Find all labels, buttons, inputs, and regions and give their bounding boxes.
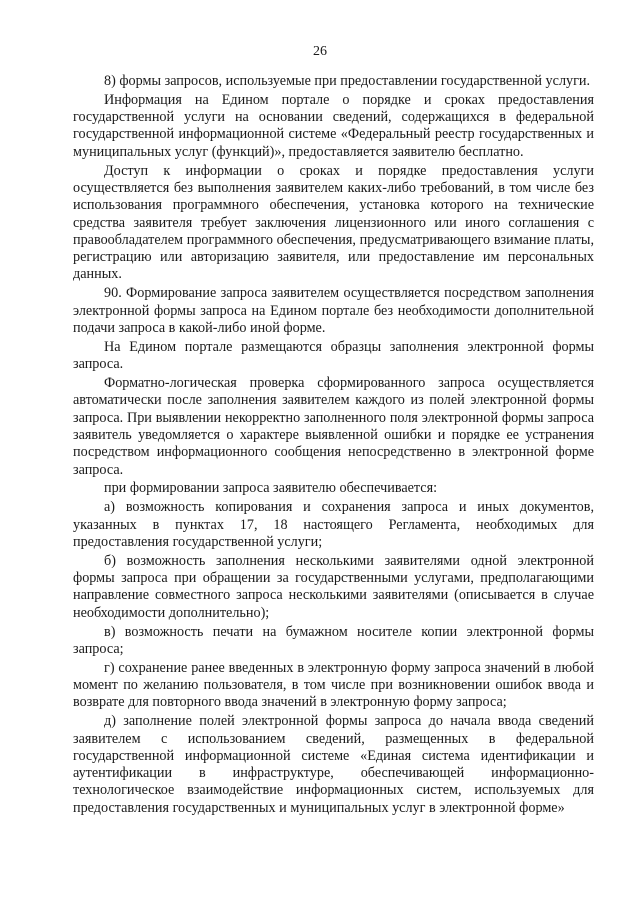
document-body — [73, 73, 594, 819]
paragraph-item-a: а) возможность копирования и сохранения запроса и иных документов, указанных в пунктах 17, 18 настоящего Регламента, необходимых для предоставления государственной услуги; — [73, 499, 594, 550]
paragraph-format-check: Форматно-логическая проверка сформированного запроса осуществляется автоматически после заполнения заявителем каждого из полей электронной формы запроса. При выявлении некорректно заполненного поля электронной формы запроса заявитель уведомляется о характере выявленной ошибки и порядке ее устранения посредством информационного сообщения непосредственно в электронной форме запроса. — [73, 375, 594, 478]
paragraph-provisions-intro: при формировании запроса заявителю обеспечивается: — [104, 480, 438, 497]
paragraph-access-info: Доступ к информации о сроках и порядке предоставления услуги осуществляется без выполнения заявителем каких-либо требований, в том числе без использования программного обеспечения, установка которого на технические средства заявителя требует заключения лицензионного или иного соглашения с правообладателем программного обеспечения, предусматривающего взимание платы, регистрацию или авторизацию заявителя, или предоставление им персональных данных. — [73, 162, 594, 283]
paragraph-item-g: г) сохранение ранее введенных в электронную форму запроса значений в любой момент по желанию пользователя, в том числе при возникновении ошибок ввода и возврате для повторного ввода значений в электронную форму запроса; — [73, 659, 594, 711]
paragraph-item-v: в) возможность печати на бумажном носителе копии электронной формы запроса; — [73, 623, 594, 657]
paragraph-portal-info: Информация на Едином портале о порядке и сроках предоставления государственной услуги на основании сведений, содержащихся в федеральной государственной информационной системе «Федеральный реестр государственных и муниципальных услуг (функций)», предоставляется заявителю бесплатно. — [73, 91, 594, 160]
paragraph-clause-90: 90. Формирование запроса заявителем осуществляется посредством заполнения электронной формы запроса на Едином портале без необходимости дополнительной подачи запроса в какой-либо иной форме. — [73, 285, 594, 336]
paragraph-forms-list-item: 8) формы запросов, используемые при предоставлении государственной услуги. — [104, 73, 591, 89]
paragraph-item-d: д) заполнение полей электронной формы запроса до начала ввода сведений заявителем с использованием сведений, размещенных в федеральной государственной информационной системе «Единая система идентификации и аутентификации в инфраструктуре, обеспечивающей информационно-технологическое взаимодействие информационных систем, используемых для предоставления государственных и муниципальных услуг в электронной форме» — [73, 713, 594, 816]
page-number: 26 — [313, 44, 327, 59]
paragraph-samples: На Едином портале размещаются образцы заполнения электронной формы запроса. — [73, 338, 594, 373]
paragraph-item-b: б) возможность заполнения несколькими заявителями одной электронной формы запроса при обращении за государственными услугами, предполагающими направление совместного запроса несколькими заявителями (описывается в случае необходимости дополнительно); — [73, 552, 594, 621]
